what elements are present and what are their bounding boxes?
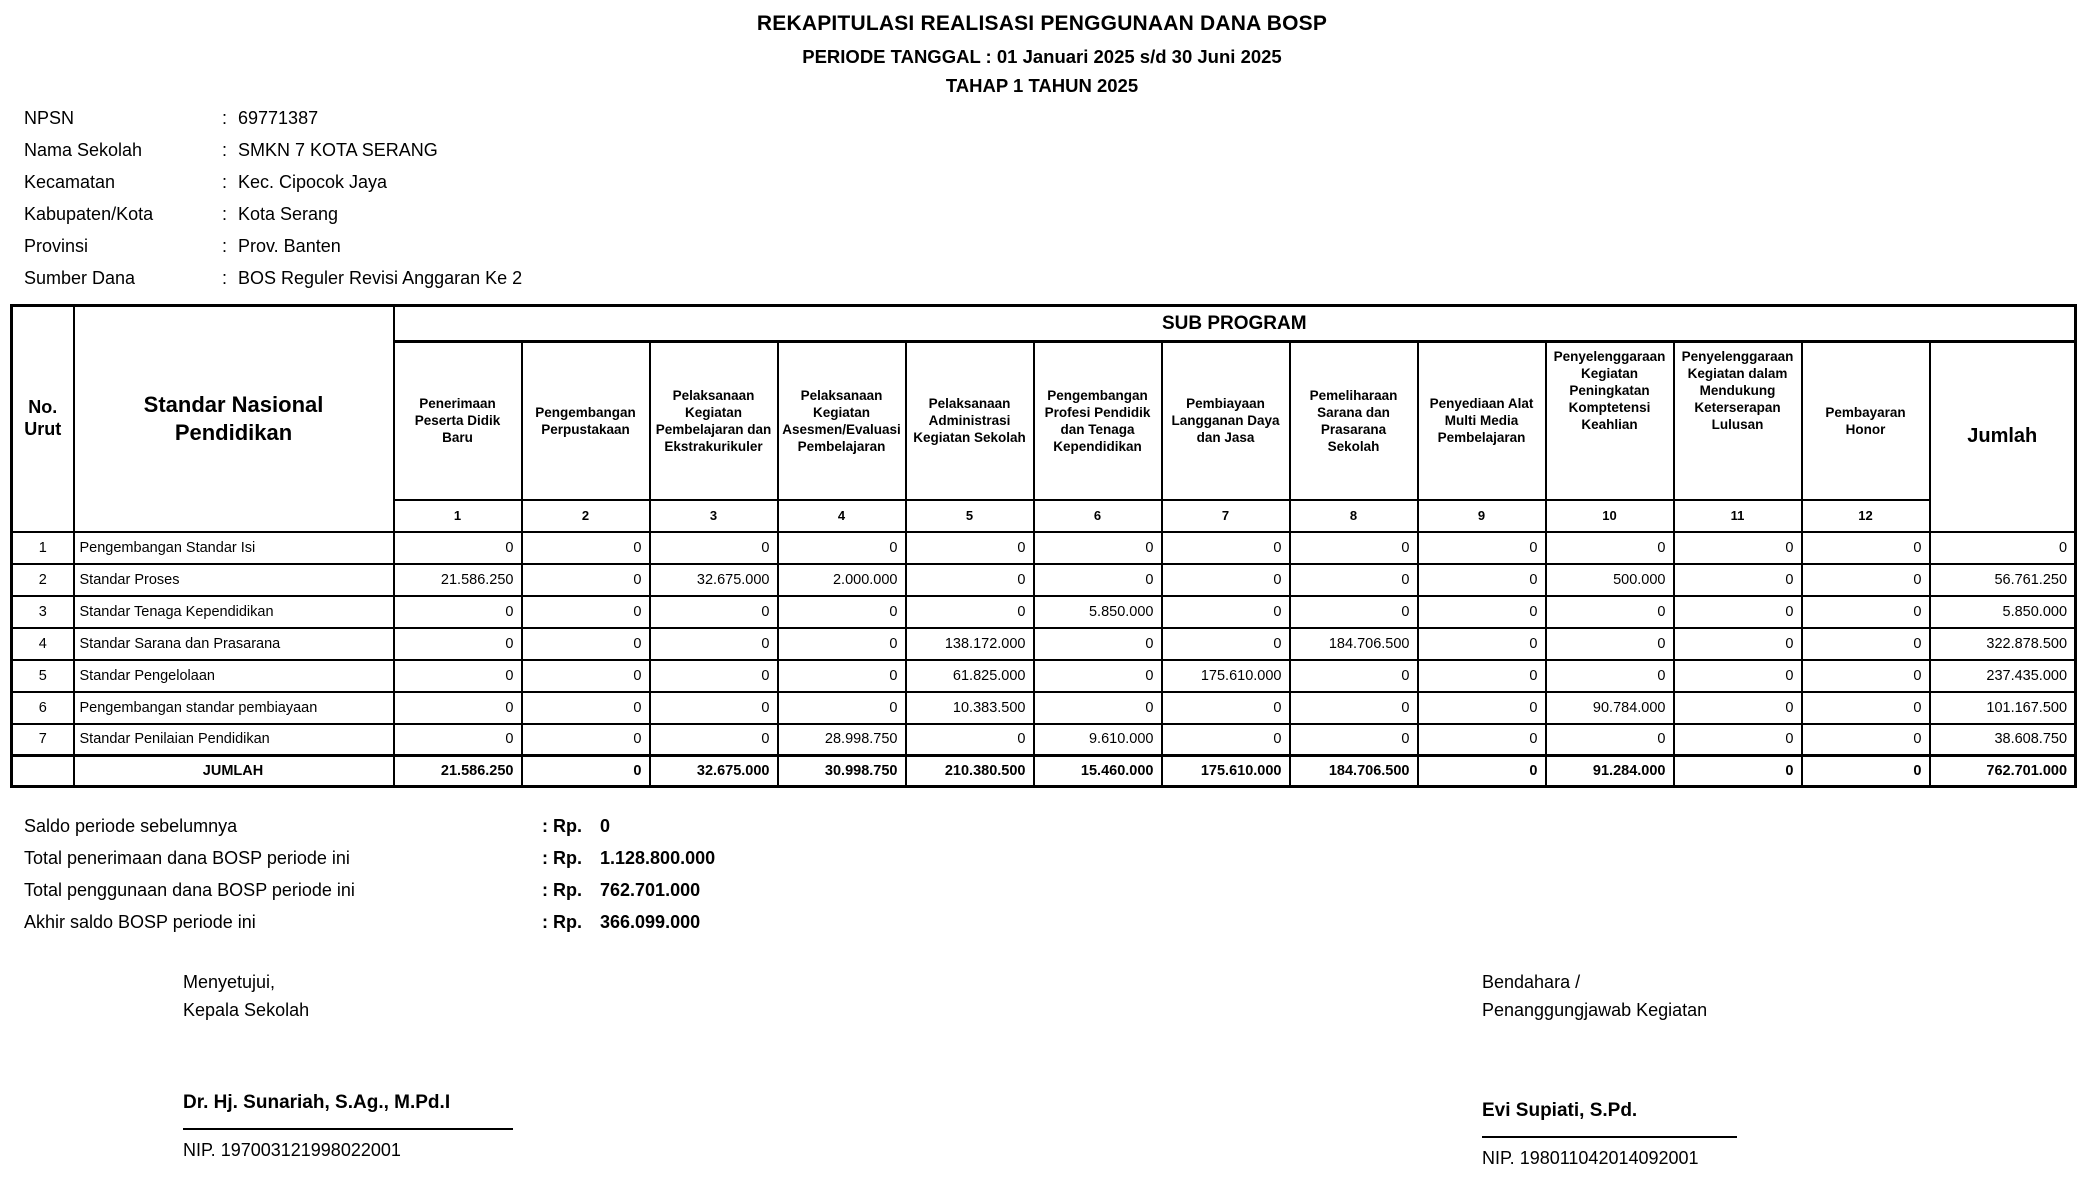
cell-value: 0 [650,692,778,724]
cell-value: 9.610.000 [1034,724,1162,756]
treasurer-nip: NIP. 198011042014092001 [1482,1148,1699,1168]
cell-row-total: 322.878.500 [1930,628,2076,660]
cell-value: 0 [1546,532,1674,564]
summary-value: 366.099.000 [600,911,701,932]
cell-value: 0 [906,532,1034,564]
cell-value: 0 [1674,564,1802,596]
cell-value: 90.784.000 [1546,692,1674,724]
treasurer-role [1482,968,1707,1024]
total-cell-value: 30.998.750 [778,756,906,787]
col-number-11: 11 [1674,500,1802,532]
cell-value: 32.675.000 [650,564,778,596]
summary-currency: : Rp. [542,847,582,868]
total-cell-value: 210.380.500 [906,756,1034,787]
row-number: 1 [12,532,74,564]
cell-value: 0 [778,660,906,692]
treasurer-role-line1: Bendahara / [1482,972,1581,992]
school-info-value: 69771387 [238,107,319,128]
col-number-1: 1 [394,500,522,532]
cell-value: 0 [1802,596,1930,628]
cell-value: 500.000 [1546,564,1674,596]
school-info-row [24,102,522,134]
cell-row-total: 0 [1930,532,2076,564]
cell-value: 0 [1418,692,1546,724]
approver-signature-line [183,1128,513,1130]
cell-value: 0 [1290,724,1418,756]
cell-value: 0 [650,532,778,564]
cell-value: 0 [1162,564,1290,596]
cell-value: 0 [1802,660,1930,692]
cell-value: 0 [522,596,650,628]
cell-value: 0 [394,724,522,756]
school-info-label: Kecamatan [24,171,116,192]
school-info-value: SMKN 7 KOTA SERANG [238,139,438,160]
col-header-2: Pengembangan Perpustakaan [522,342,650,500]
total-cell-value: 0 [1802,756,1930,787]
cell-value: 0 [1162,692,1290,724]
report-stage: TAHAP 1 TAHUN 2025 [945,75,1139,96]
cell-value: 0 [1802,628,1930,660]
row-label: Pengembangan standar pembiayaan [74,692,394,724]
cell-value: 28.998.750 [778,724,906,756]
total-cell-value: 0 [1674,756,1802,787]
total-cell-value: 91.284.000 [1546,756,1674,787]
school-info-colon: : [222,107,228,128]
cell-row-total: 101.167.500 [1930,692,2076,724]
col-header-5: Pelaksanaan Administrasi Kegiatan Sekolah [906,342,1034,500]
cell-row-total: 38.608.750 [1930,724,2076,756]
col-number-3: 3 [650,500,778,532]
treasurer-name: Evi Supiati, S.Pd. [1482,1100,1638,1121]
row-label: Standar Sarana dan Prasarana [74,628,394,660]
summary-currency: : Rp. [542,911,582,932]
col-number-6: 6 [1034,500,1162,532]
cell-value: 0 [1034,532,1162,564]
cell-value: 0 [1034,660,1162,692]
row-number: 5 [12,660,74,692]
col-number-4: 4 [778,500,906,532]
treasurer-signature-line [1482,1136,1737,1138]
cell-value: 138.172.000 [906,628,1034,660]
approver-role-line1: Menyetujui, [183,972,276,992]
row-label: Standar Pengelolaan [74,660,394,692]
corner-snp: Standar Nasional Pendidikan [74,306,394,532]
cell-value: 0 [1034,628,1162,660]
summary-value: 0 [600,815,611,836]
row-number: 3 [12,596,74,628]
cell-value: 0 [1418,532,1546,564]
school-info-label: NPSN [24,107,75,128]
row-label: Pengembangan Standar Isi [74,532,394,564]
col-header-8: Pemeliharaan Sarana dan Prasarana Sekolah [1290,342,1418,500]
cell-row-total: 56.761.250 [1930,564,2076,596]
cell-value: 0 [778,532,906,564]
col-number-10: 10 [1546,500,1674,532]
cell-value: 0 [1674,628,1802,660]
cell-value: 0 [906,724,1034,756]
cell-value: 0 [1546,596,1674,628]
summary-label: Total penggunaan dana BOSP periode ini [24,879,355,900]
cell-value: 0 [1418,660,1546,692]
col-header-11: Penyelenggaraan Kegiatan dalam Mendukung Keterserapan Lulusan [1674,342,1802,500]
cell-value: 0 [394,596,522,628]
row-number: 4 [12,628,74,660]
cell-value: 0 [778,628,906,660]
summary-row [24,874,715,906]
table-row [12,596,2076,628]
summary-row [24,906,715,938]
total-cell-value: 175.610.000 [1162,756,1290,787]
cell-value: 0 [1290,596,1418,628]
summary-label: Total penerimaan dana BOSP periode ini [24,847,350,868]
table-row [12,532,2076,564]
cell-value: 0 [1802,692,1930,724]
cell-value: 0 [1162,628,1290,660]
cell-value: 0 [522,724,650,756]
cell-row-total: 237.435.000 [1930,660,2076,692]
approver-role [183,968,309,1024]
cell-value: 0 [778,596,906,628]
school-info-label: Sumber Dana [24,267,136,288]
total-row-empty [12,756,74,787]
school-info-value: Kec. Cipocok Jaya [238,171,388,192]
col-number-9: 9 [1418,500,1546,532]
col-header-6: Pengembangan Profesi Pendidik dan Tenaga Kependidikan [1034,342,1162,500]
cell-value: 0 [1162,596,1290,628]
cell-value: 184.706.500 [1290,628,1418,660]
cell-value: 0 [522,692,650,724]
col-header-4: Pelaksanaan Kegiatan Asesmen/Evaluasi Pembelajaran [778,342,906,500]
approver-role-line2: Kepala Sekolah [183,1000,310,1020]
approver-name: Dr. Hj. Sunariah, S.Ag., M.Pd.I [183,1092,451,1113]
cell-row-total: 5.850.000 [1930,596,2076,628]
col-number-2: 2 [522,500,650,532]
summary-row [24,842,715,874]
grand-total-value: 762.701.000 [1930,756,2076,787]
summary-block [24,810,715,938]
summary-row [24,810,715,842]
cell-value: 0 [1546,628,1674,660]
cell-value: 0 [1674,692,1802,724]
cell-value: 0 [1162,724,1290,756]
col-number-8: 8 [1290,500,1418,532]
cell-value: 0 [1162,532,1290,564]
table-row [12,564,2076,596]
cell-value: 0 [394,532,522,564]
cell-value: 0 [650,724,778,756]
row-number: 7 [12,724,74,756]
cell-value: 0 [522,660,650,692]
cell-value: 0 [1290,532,1418,564]
recap-table [10,304,2077,788]
cell-value: 0 [1418,564,1546,596]
subprogram-group-header: SUB PROGRAM [394,306,2076,342]
cell-value: 0 [1034,692,1162,724]
school-info-colon: : [222,267,228,288]
cell-value: 0 [778,692,906,724]
cell-value: 0 [650,628,778,660]
summary-label: Akhir saldo BOSP periode ini [24,911,256,932]
school-info-row [24,230,522,262]
cell-value: 0 [1674,532,1802,564]
school-info-colon: : [222,235,228,256]
total-row [12,756,2076,787]
cell-value: 0 [1802,724,1930,756]
cell-value: 10.383.500 [906,692,1034,724]
cell-value: 0 [1674,596,1802,628]
row-number: 6 [12,692,74,724]
cell-value: 0 [522,564,650,596]
col-header-7: Pembiayaan Langganan Daya dan Jasa [1162,342,1290,500]
school-info-label: Kabupaten/Kota [24,203,154,224]
col-header-3: Pelaksanaan Kegiatan Pembelajaran dan Ekstrakurikuler [650,342,778,500]
school-info-label: Provinsi [24,235,89,256]
table-row [12,628,2076,660]
total-cell-value: 32.675.000 [650,756,778,787]
table-row [12,660,2076,692]
jumlah-header: Jumlah [1930,342,2076,532]
cell-value: 2.000.000 [778,564,906,596]
report-title-block [10,12,2074,97]
header-row-group [12,306,2076,342]
treasurer-role-line2: Penanggungjawab Kegiatan [1482,1000,1708,1020]
cell-value: 0 [1546,660,1674,692]
row-number: 2 [12,564,74,596]
summary-currency: : Rp. [542,815,582,836]
cell-value: 0 [1802,532,1930,564]
cell-value: 0 [1290,692,1418,724]
cell-value: 0 [1418,628,1546,660]
cell-value: 0 [650,596,778,628]
school-info-value: BOS Reguler Revisi Anggaran Ke 2 [238,267,523,288]
row-label: Standar Proses [74,564,394,596]
summary-value: 762.701.000 [600,879,701,900]
cell-value: 0 [1418,596,1546,628]
cell-value: 0 [1802,564,1930,596]
summary-currency: : Rp. [542,879,582,900]
report-title: REKAPITULASI REALISASI PENGGUNAAN DANA BOSP [756,12,1328,35]
cell-value: 0 [522,532,650,564]
cell-value: 0 [1674,660,1802,692]
cell-value: 5.850.000 [1034,596,1162,628]
school-info-row [24,166,522,198]
school-info-colon: : [222,203,228,224]
col-header-9: Penyediaan Alat Multi Media Pembelajaran [1418,342,1546,500]
school-info-row [24,134,522,166]
total-cell-value: 184.706.500 [1290,756,1418,787]
school-info-value: Prov. Banten [238,235,341,256]
total-cell-value: 0 [522,756,650,787]
cell-value: 0 [1418,724,1546,756]
cell-value: 0 [1290,564,1418,596]
school-info-colon: : [222,139,228,160]
table-row [12,724,2076,756]
total-row-label: JUMLAH [74,756,394,787]
report-period: PERIODE TANGGAL : 01 Januari 2025 s/d 30 Juni 2025 [802,46,1282,67]
col-header-12: Pembayaran Honor [1802,342,1930,500]
col-number-5: 5 [906,500,1034,532]
cell-value: 0 [394,692,522,724]
school-info-label: Nama Sekolah [24,139,143,160]
cell-value: 0 [650,660,778,692]
col-header-10: Penyelenggaraan Kegiatan Peningkatan Komptetensi Keahlian [1546,342,1674,500]
col-number-7: 7 [1162,500,1290,532]
school-info-block [24,102,522,294]
col-number-12: 12 [1802,500,1930,532]
cell-value: 0 [906,596,1034,628]
approver-nip: NIP. 197003121998022001 [183,1140,401,1160]
row-label: Standar Penilaian Pendidikan [74,724,394,756]
cell-value: 0 [1034,564,1162,596]
cell-value: 0 [906,564,1034,596]
cell-value: 0 [394,660,522,692]
cell-value: 61.825.000 [906,660,1034,692]
total-cell-value: 21.586.250 [394,756,522,787]
total-cell-value: 15.460.000 [1034,756,1162,787]
school-info-row [24,262,522,294]
summary-label: Saldo periode sebelumnya [24,815,238,836]
cell-value: 175.610.000 [1162,660,1290,692]
col-header-1: Penerimaan Peserta Didik Baru [394,342,522,500]
cell-value: 0 [1546,724,1674,756]
school-info-colon: : [222,171,228,192]
cell-value: 21.586.250 [394,564,522,596]
cell-value: 0 [394,628,522,660]
corner-no-urut: No. Urut [12,306,74,532]
school-info-row [24,198,522,230]
row-label: Standar Tenaga Kependidikan [74,596,394,628]
school-info-value: Kota Serang [238,203,339,224]
table-row [12,692,2076,724]
total-cell-value: 0 [1418,756,1546,787]
cell-value: 0 [1290,660,1418,692]
cell-value: 0 [1674,724,1802,756]
cell-value: 0 [522,628,650,660]
summary-value: 1.128.800.000 [600,847,716,868]
